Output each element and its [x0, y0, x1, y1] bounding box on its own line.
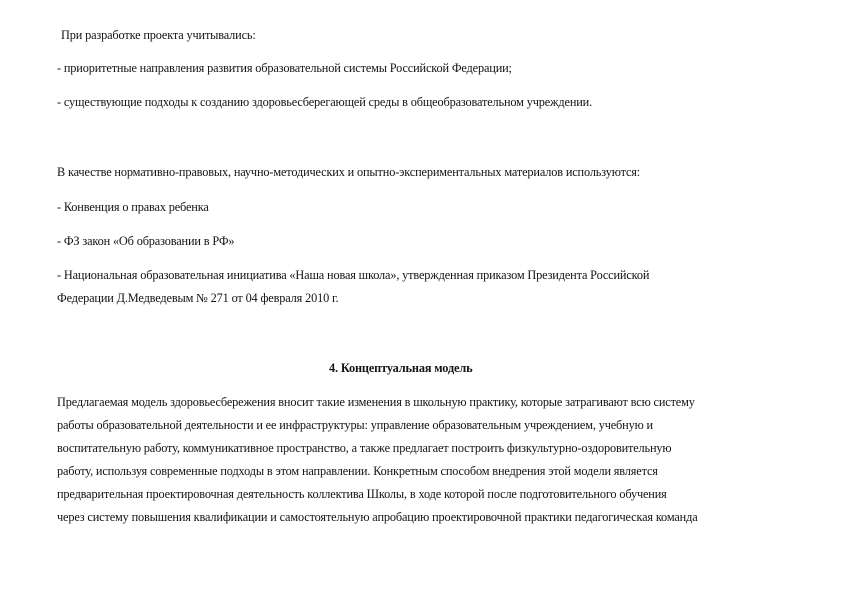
materials-lead: В качестве нормативно-правовых, научно-методических и опытно-экспериментальных материалов используются:	[57, 165, 641, 179]
materials-item-3: - Национальная образовательная инициатива «Наша новая школа», утвержденная приказом Президента Российской	[57, 268, 650, 282]
paragraph-line-6: через систему повышения квалификации и самостоятельную апробацию проектировочной практики педагогическая команда	[57, 510, 698, 524]
paragraph-line-1: Предлагаемая модель здоровьесбережения вносит такие изменения в школьную практику, которые затрагивают всю систему	[57, 395, 695, 409]
intro-heading: При разработке проекта учитывались:	[61, 28, 256, 42]
paragraph-line-5: предварительная проектировочная деятельность коллектива Школы, в ходе которой после подготовительного обучения	[57, 487, 667, 501]
paragraph-line-2: работы образовательной деятельности и ее инфраструктуры: управление образовательным учреждением, учебную и	[57, 418, 653, 432]
materials-item-2: - ФЗ закон «Об образовании в РФ»	[57, 234, 235, 248]
materials-item-3-continuation: Федерации Д.Медведевым № 271 от 04 февраля 2010 г.	[57, 291, 339, 305]
section-4-title: 4. Концептуальная модель	[329, 361, 473, 375]
intro-bullet-1: - приоритетные направления развития образовательной системы Российской Федерации;	[57, 61, 512, 75]
paragraph-line-4: работу, используя современные подходы в этом направлении. Конкретным способом внедрения этой модели является	[57, 464, 658, 478]
intro-bullet-2: - существующие подходы к созданию здоровьесберегающей среды в общеобразовательном учреждении.	[57, 95, 593, 109]
materials-item-1: - Конвенция о правах ребенка	[57, 200, 209, 214]
paragraph-line-3: воспитательную работу, коммуникативное пространство, а также предлагает построить физкультурно-оздоровительную	[57, 441, 672, 455]
